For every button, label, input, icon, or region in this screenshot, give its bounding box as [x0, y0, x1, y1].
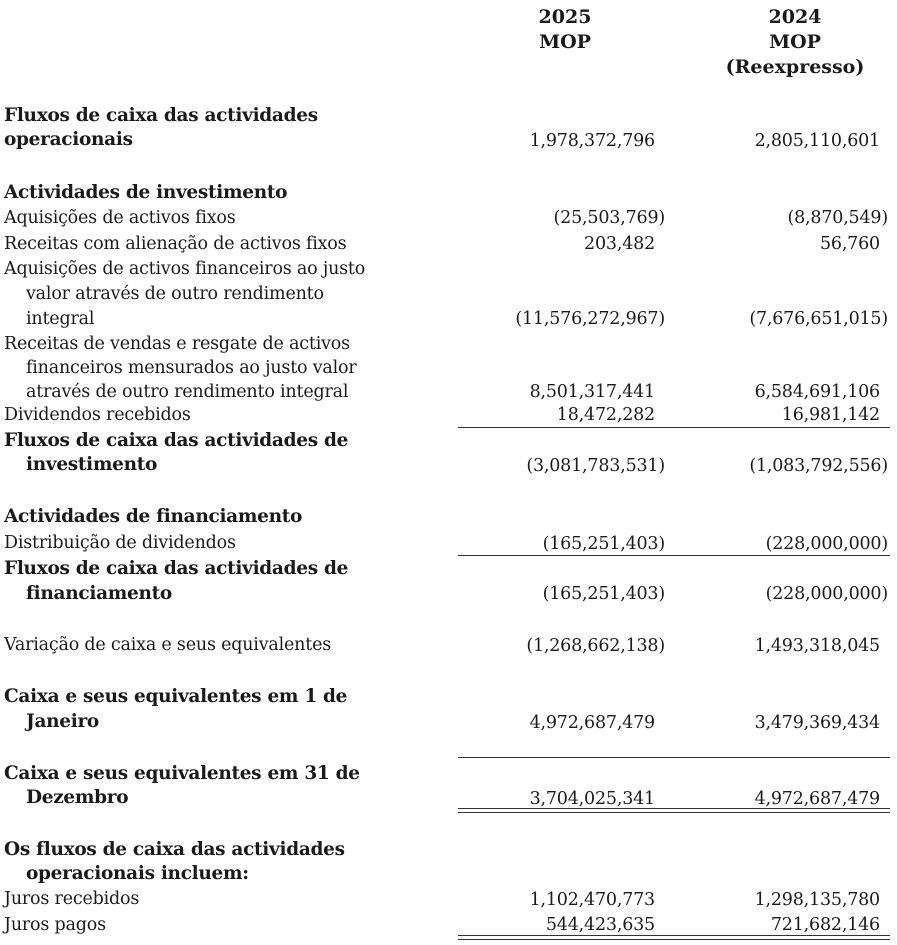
investing-item-value-2025: 8,501,317,441 — [529, 382, 655, 402]
net-change-value-2024: 1,493,318,045 — [754, 636, 880, 656]
header-restated-note: (Reexpresso) — [725, 56, 865, 78]
header-year-2025: 2025 — [538, 6, 592, 28]
supplementary-heading-line2: operacionais incluem: — [26, 863, 249, 884]
investing-total-value-2025: (3,081,783,531) — [526, 456, 665, 476]
investing-item-label: Receitas de vendas e resgate de activos — [4, 334, 350, 354]
operating-label-line1: Fluxos de caixa das actividades — [4, 105, 318, 126]
opening-cash-label-line1: Caixa e seus equivalentes em 1 de — [4, 686, 348, 707]
investing-item-value-2024: 6,584,691,106 — [754, 382, 880, 402]
financing-item-value-2025: (165,251,403) — [542, 534, 665, 554]
investing-item-label: Dividendos recebidos — [4, 405, 191, 425]
operating-value-2024: 2,805,110,601 — [754, 131, 880, 151]
investing-item-value-2024: (7,676,651,015) — [749, 309, 888, 329]
financing-total-label-line1: Fluxos de caixa das actividades de — [4, 558, 349, 579]
investing-item-value-2025: (25,503,769) — [553, 208, 665, 228]
header-currency-2025: MOP — [539, 31, 591, 53]
supplementary-item-value-2025: 1,102,470,773 — [529, 890, 655, 910]
supplementary-item-value-2024: 1,298,135,780 — [754, 890, 880, 910]
investing-item-label: Receitas com alienação de activos fixos — [4, 234, 347, 254]
subtotal-rule — [458, 427, 890, 428]
financing-total-label-line2: financiamento — [26, 583, 172, 604]
column-header-2024 — [720, 5, 870, 80]
investing-heading: Actividades de investimento — [4, 182, 288, 203]
double-underline-rule — [458, 935, 890, 940]
opening-cash-value-2024: 3,479,369,434 — [754, 713, 880, 733]
supplementary-item-value-2025: 544,423,635 — [545, 915, 655, 935]
total-rule — [458, 757, 890, 758]
double-underline-rule — [458, 808, 890, 813]
financing-total-value-2025: (165,251,403) — [542, 584, 665, 604]
closing-cash-label-line1: Caixa e seus equivalentes em 31 de — [4, 763, 360, 784]
supplementary-item-label: Juros pagos — [4, 915, 106, 935]
investing-item-value-2024: 56,760 — [819, 234, 880, 254]
subtotal-rule — [458, 555, 890, 556]
investing-item-value-2025: (11,576,272,967) — [515, 309, 665, 329]
investing-total-label-line2: investimento — [26, 454, 158, 475]
column-header-2025 — [500, 5, 630, 55]
header-year-2024: 2024 — [768, 6, 822, 28]
investing-item-label: Aquisições de activos fixos — [4, 208, 236, 228]
supplementary-item-value-2024: 721,682,146 — [770, 915, 880, 935]
header-currency-2024: MOP — [769, 31, 821, 53]
net-change-value-2025: (1,268,662,138) — [526, 636, 665, 656]
opening-cash-label-line2: Janeiro — [26, 711, 99, 732]
investing-item-label-cont: financeiros mensurados ao justo valor — [26, 358, 357, 378]
closing-cash-label-line2: Dezembro — [26, 787, 129, 808]
investing-item-value-2024: 16,981,142 — [781, 405, 880, 425]
supplementary-item-label: Juros recebidos — [4, 889, 140, 909]
supplementary-heading-line1: Os fluxos de caixa das actividades — [4, 839, 345, 860]
financing-total-value-2024: (228,000,000) — [765, 584, 888, 604]
financing-heading: Actividades de financiamento — [4, 506, 303, 527]
investing-item-label-cont: através de outro rendimento integral — [26, 382, 349, 402]
opening-cash-value-2025: 4,972,687,479 — [529, 713, 655, 733]
closing-cash-value-2024: 4,972,687,479 — [754, 789, 880, 809]
investing-total-label-line1: Fluxos de caixa das actividades de — [4, 430, 349, 451]
financing-item-value-2024: (228,000,000) — [765, 534, 888, 554]
operating-value-2025: 1,978,372,796 — [529, 131, 655, 151]
investing-item-label: Aquisições de activos financeiros ao justo — [4, 259, 366, 279]
investing-item-label-cont: valor através de outro rendimento — [26, 284, 324, 304]
investing-item-label-cont: integral — [26, 309, 95, 329]
investing-item-value-2024: (8,870,549) — [787, 208, 888, 228]
financing-item-label: Distribuição de dividendos — [4, 533, 236, 553]
operating-label-line2: operacionais — [4, 129, 133, 150]
closing-cash-value-2025: 3,704,025,341 — [529, 789, 655, 809]
investing-item-value-2025: 203,482 — [584, 234, 655, 254]
investing-total-value-2024: (1,083,792,556) — [749, 456, 888, 476]
investing-item-value-2025: 18,472,282 — [556, 405, 655, 425]
net-change-label: Variação de caixa e seus equivalentes — [4, 635, 332, 655]
